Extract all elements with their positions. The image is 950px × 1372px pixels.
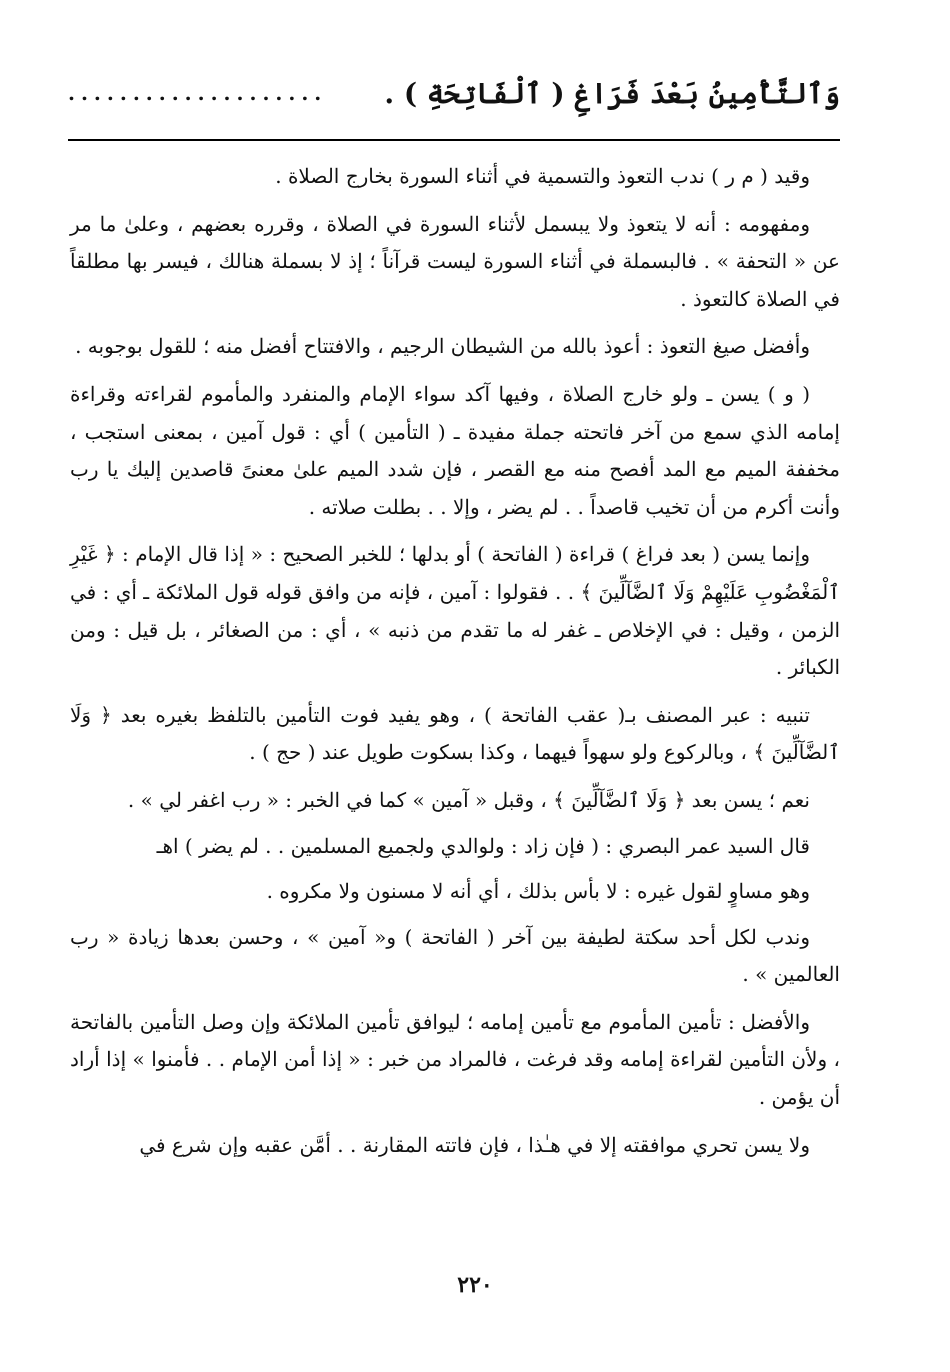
paragraph: والأفضل : تأمين المأموم مع تأمين إمامه ؛ ليوافق تأمين الملائكة وإن وصل التأمين بالفاتحة ، ولأن التأمين لقراءة إمامه وقد فرغت ، فالمراد من خبر : « إذا أمن الإمام . . فأمنوا » إذا أراد أن يؤمن . <box>70 1009 840 1110</box>
paragraph: وقيد ( م ر ) ندب التعوذ والتسمية في أثناء السورة بخارج الصلاة . <box>275 164 810 188</box>
paragraph: قال السيد عمر البصري : ( فإن زاد : ولوالدي ولجميع المسلمين . . لم يضر ) اهـ <box>156 833 810 858</box>
header-leader-dots: .................... <box>68 81 328 105</box>
header-title: وَٱلتَّأْمِينُ بَعْدَ فَرَاغِ ( ٱلْفَاتِحَةِ ) . <box>384 76 840 110</box>
paragraph: ( و ) يسن ـ ولو خارج الصلاة ، وفيها آكد سواء الإمام والمنفرد والمأموم لقراءته وقراءة إمامه الذي سمع من آخر فاتحته جملة مفيدة ـ ( التأمين ) أي : قول آمين ، بمعنى استجب ، مخففة الميم مع المد أفصح منه مع القصر ، فإن شدد الميم علىٰ معنىً قاصدين إليك يا رب وأنت أكرم من أن تخيب قاصداً . . لم يضر ، وإلا . . بطلت صلاته . <box>70 381 840 519</box>
paragraph: ولا يسن تحري موافقته إلا في هـٰذا ، فإن فاتته المقارنة . . أمَّن عقبه وإن شرع في <box>139 1132 810 1157</box>
header-rule <box>68 139 840 141</box>
running-header <box>68 70 840 116</box>
paragraph: نعم ؛ يسن بعد ﴿ وَلَا ٱلضَّآلِّينَ ﴾ ، وقبل « آمين » كما في الخبر : « رب اغفر لي » . <box>127 787 810 812</box>
paragraph: وندب لكل أحد سكتة لطيفة بين آخر ( الفاتحة ) و« آمين » ، وحسن بعدها زيادة « رب العالمين » . <box>70 924 840 987</box>
paragraph: وإنما يسن ( بعد فراغ ) قراءة ( الفاتحة ) أو بدلها ؛ للخبر الصحيح : « إذا قال الإمام : ﴿ غَيْرِ ٱلْمَغْضُوبِ عَلَيْهِمْ وَلَا ٱلضَّآلِّينَ ﴾ . . فقولوا : آمين ، فإنه من وافق قوله قول الملائكة ـ أي : في الزمن ، وقيل : في الإخلاص ـ غفر له ما تقدم من ذنبه » ، أي : من الصغائر ، بل قيل : ومن الكبائر . <box>70 542 840 680</box>
paragraph: وهو مساوٍ لقول غيره : لا بأس بذلك ، أي أنه لا مسنون ولا مكروه . <box>266 879 810 904</box>
paragraph: وأفضل صيغ التعوذ : أعوذ بالله من الشيطان الرجيم ، والافتتاح أفضل منه ؛ للقول بوجوبه . <box>75 334 810 359</box>
page-number: ٢٢٠ <box>457 1272 493 1298</box>
main-text <box>70 158 840 1174</box>
paragraph: تنبيه : عبر المصنف بـ( عقب الفاتحة ) ، وهو يفيد فوت التأمين بالتلفظ بغيره بعد ﴿ وَلَا ٱلضَّآلِّينَ ﴾ ، وبالركوع ولو سهواً فيهما ، وكذا بسكوت طويل عند ( حج ) . <box>70 702 840 765</box>
paragraph: ومفهومه : أنه لا يتعوذ ولا يبسمل لأثناء السورة في الصلاة ، وقرره بعضهم ، وعلىٰ ما مر عن « التحفة » . فالبسملة في أثناء السورة ليست قرآناً ؛ إذ لا بسملة هنالك ، فيسر بها مطلقاً في الصلاة كالتعوذ . <box>70 211 840 311</box>
